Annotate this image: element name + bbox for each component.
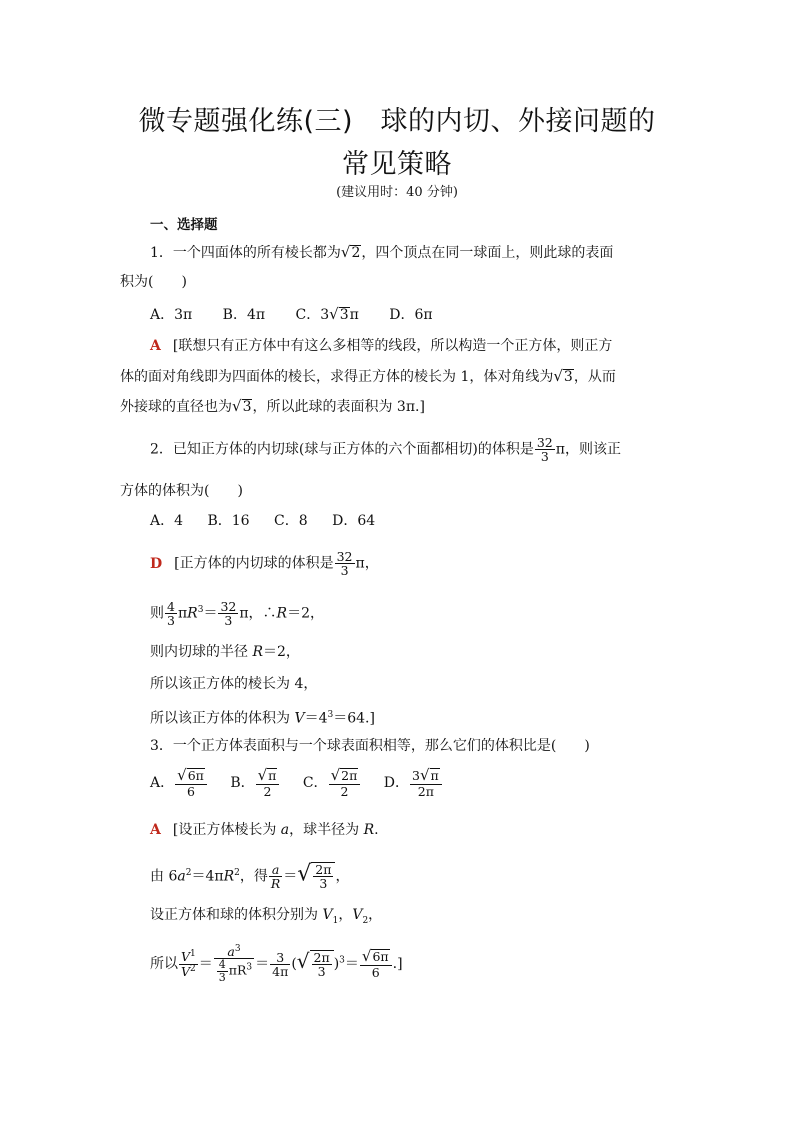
q1-option-b[interactable]: B．4π <box>222 307 266 323</box>
q1-option-c[interactable]: C．3√3π <box>295 305 359 323</box>
q2-option-c[interactable]: C．8 <box>274 513 308 529</box>
q1-answer: A <box>150 338 161 354</box>
page-title: 微专题强化练(三) 球的内切、外接问题的 <box>138 106 656 137</box>
q3-stem: 3．一个正方体表面积与一个球表面积相等，那么它们的体积比是( ) <box>150 738 590 754</box>
q1-explanation-2: 体的面对角线即为四面体的棱长，求得正方体的棱长为 1，体对角线为√3，从而 <box>120 367 616 385</box>
q1-explanation-3: 外接球的直径也为√3，所以此球的表面积为 3π.] <box>120 397 425 415</box>
q1-stem: 1．一个四面体的所有棱长都为√2，四个顶点在同一球面上，则此球的表面 <box>150 243 614 261</box>
q3-explanation-1: A [设正方体棱长为 a，球半径为 R. <box>150 822 379 838</box>
q2-stem: 2．已知正方体的内切球(球与正方体的六个面都相切)的体积是 $\frac{32}{3}$ π，则该正 <box>150 435 621 465</box>
q3-explanation-3: 设正方体和球的体积分别为 $V_1$，$V_2$， <box>150 907 383 926</box>
q1-option-d[interactable]: D．6π <box>389 307 433 323</box>
q1-stem-cont: 积为( ) <box>120 274 187 290</box>
q2-explanation-1: D [正方体的内切球的体积是 $\frac{32}{3}$ π， <box>150 549 379 579</box>
q2-options <box>150 511 401 531</box>
q2-option-d[interactable]: D．64 <box>332 513 376 529</box>
q3-answer: A <box>150 822 161 838</box>
q2-option-a[interactable]: A．4 <box>150 513 184 529</box>
q2-option-b[interactable]: B．16 <box>207 513 250 529</box>
q3-options <box>150 768 469 798</box>
section-heading: 一、选择题 <box>150 217 218 233</box>
q1-options <box>150 304 459 325</box>
q2-explanation-3: 则内切球的半径 R＝2， <box>150 644 300 660</box>
q2-explanation-2: 则 $\frac{4}{3}$ $\pi R^3=$ $\frac{32}{3}$ π，∴R＝2， <box>150 599 325 629</box>
q3-option-a[interactable]: A． $\frac{√6\pi}{6}$ <box>150 775 208 791</box>
q3-option-c[interactable]: C． $\frac{√2\pi}{2}$ <box>303 775 361 791</box>
q2-stem-cont: 方体的体积为( ) <box>120 483 243 499</box>
time-hint: (建议用时：40 分钟) <box>336 185 458 200</box>
q3-option-b[interactable]: B． $\frac{√\pi}{2}$ <box>230 775 280 791</box>
q3-option-d[interactable]: D． $\frac{3√\pi}{2\pi}$ <box>384 775 443 791</box>
q2-answer: D <box>150 555 163 572</box>
q2-explanation-5: 所以该正方体的体积为 $V=4^3=64$.] <box>150 710 375 727</box>
q2-explanation-4: 所以该正方体的棱长为 4， <box>150 676 318 692</box>
page-title-line2: 常见策略 <box>342 149 452 180</box>
q1-explanation-1: A [联想只有正方体中有这么多相等的线段，所以构造一个正方体，则正方 <box>150 338 613 354</box>
q3-explanation-2: 由 $6a^2=4\pi R^2$，得 $\frac{a}{R}$ ＝√ $\frac{2\pi}{3}$ ， <box>150 861 350 892</box>
q3-explanation-4: 所以 $\frac{V^1}{V^2}$ ＝ $a^3$ $\frac{4}{3}$ $\pi R^3$ ＝ $\frac{3}{4\pi}$ (√ $\frac{2\pi}{3}$ )$^3$＝ $\frac{√6\pi}{6}$ .] <box>150 944 403 984</box>
q1-option-a[interactable]: A．3π <box>150 307 193 323</box>
